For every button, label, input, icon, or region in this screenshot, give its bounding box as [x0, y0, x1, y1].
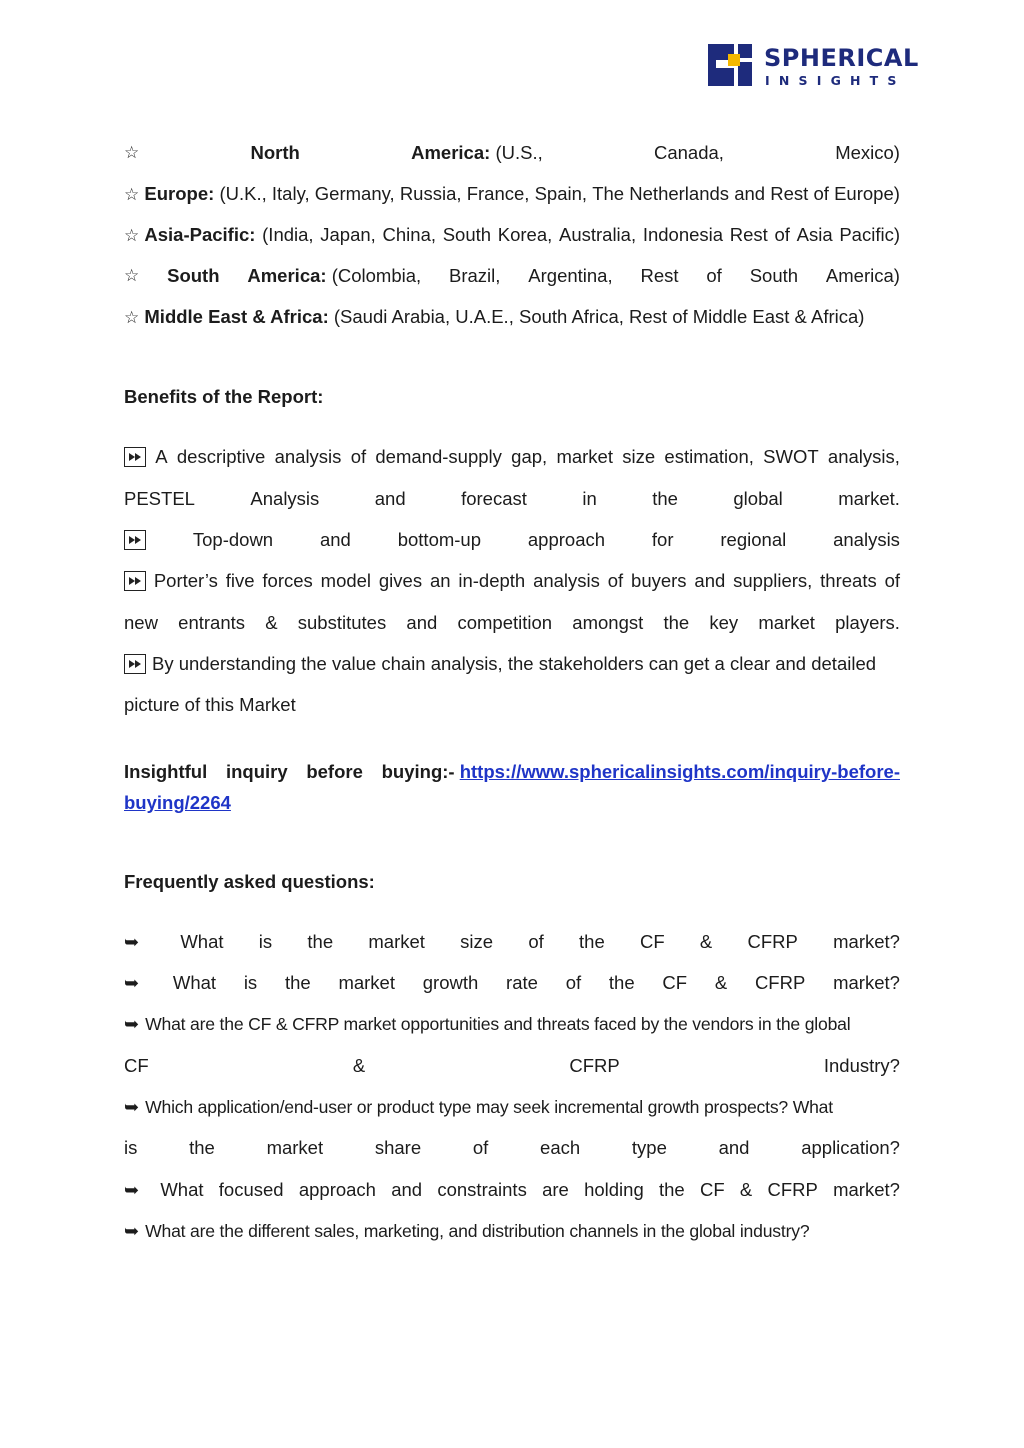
word: of [528, 931, 544, 952]
word: estimation, [664, 446, 754, 467]
word: holding [584, 1179, 644, 1200]
word: approach [527, 529, 606, 550]
star-icon: ☆ [124, 184, 140, 204]
region-list-word: France, [466, 183, 530, 204]
region-list-word: America) [825, 265, 900, 286]
faq-question-3-line-1 [124, 1011, 900, 1037]
region-asia-pacific [124, 222, 900, 248]
region-list-word: Canada, [653, 142, 724, 163]
region-list-word: Russia, [399, 183, 462, 204]
word: threats [820, 570, 877, 591]
word: and [694, 570, 726, 591]
word: What [180, 931, 224, 952]
word: regional [720, 529, 787, 550]
arrow-icon: ➥ [124, 1180, 140, 1200]
fast-forward-icon [124, 654, 146, 674]
fast-forward-icon [124, 571, 146, 591]
region-list-word: (U.K., [219, 183, 267, 204]
word: buyers [631, 570, 687, 591]
region-list-word: Korea, [497, 224, 553, 245]
word: growth [422, 972, 479, 993]
word: an [429, 570, 451, 591]
word: each [540, 1137, 581, 1158]
arrow-icon: ➥ [124, 1014, 140, 1034]
inquiry-label-word: buying:- [381, 761, 455, 782]
word: market? [833, 1179, 900, 1200]
region-list: (Saudi Arabia, U.A.E., South Africa, Rest of Middle East & Africa) [333, 306, 865, 327]
word: share [374, 1137, 422, 1158]
word: market [368, 931, 425, 952]
word: five [225, 570, 255, 591]
star-icon: ☆ [124, 266, 140, 285]
region-list-word: Indonesia [642, 224, 724, 245]
word: amongst [572, 612, 644, 633]
word: players. [835, 612, 900, 633]
benefit-3-line-2 [124, 610, 900, 636]
region-list-word: South [749, 265, 799, 286]
benefit-4-line-2: picture of this Market [124, 694, 296, 715]
word: market. [838, 488, 900, 509]
word: CFRP [747, 931, 798, 952]
word: market [758, 612, 815, 633]
faq-question-4-line-2 [124, 1135, 900, 1161]
word: market [266, 1137, 324, 1158]
word: Industry? [823, 1055, 900, 1076]
region-south-america [124, 263, 900, 289]
region-list-word: South [442, 224, 492, 245]
word: suppliers, [733, 570, 813, 591]
word: the [652, 488, 678, 509]
word: and [406, 612, 438, 633]
region-label-word: North [250, 142, 300, 163]
word: in-depth [458, 570, 526, 591]
word: CFRP [767, 1179, 818, 1200]
region-list-word: China, [382, 224, 436, 245]
word: of [472, 1137, 489, 1158]
word: model [320, 570, 372, 591]
word: and [718, 1137, 750, 1158]
word: and [374, 488, 406, 509]
word: and [319, 529, 351, 550]
word: substitutes [297, 612, 387, 633]
word: the [307, 931, 334, 952]
word: CFRP [569, 1055, 620, 1076]
star-icon: ☆ [124, 143, 140, 162]
word: Porter’s [153, 570, 218, 591]
word: forces [262, 570, 313, 591]
region-list-word: of [774, 224, 790, 245]
word: CF [662, 972, 688, 993]
region-list-word: Argentina, [528, 265, 613, 286]
inquiry-line-2 [124, 790, 900, 816]
faq-question-3-line-2 [124, 1053, 900, 1079]
word: rate [506, 972, 538, 993]
region-list-word: Brazil, [449, 265, 501, 286]
arrow-icon: ➥ [124, 1221, 140, 1241]
region-list-word: Pacific) [839, 224, 900, 245]
word: What [172, 972, 217, 993]
word: bottom-up [397, 529, 482, 550]
word: constraints [437, 1179, 527, 1200]
word: size [460, 931, 494, 952]
region-europe [124, 181, 900, 207]
region-list-word: Japan, [320, 224, 376, 245]
region-label-word: South [167, 265, 220, 286]
logo-brand: SPHERICAL [764, 44, 919, 72]
region-list-word: (Colombia, [331, 265, 422, 286]
word: What [160, 1179, 204, 1200]
word: SWOT [763, 446, 819, 467]
region-list-word: Australia, [558, 224, 637, 245]
word: analysis [833, 529, 900, 550]
word: of [607, 570, 624, 591]
region-label-word: America: [247, 265, 327, 286]
region-list-word: Netherlands [629, 183, 730, 204]
benefit-3-line-1 [124, 568, 900, 594]
faq-question-4-line-1 [124, 1094, 900, 1120]
region-label: Asia-Pacific: [144, 223, 256, 245]
word: analysis [533, 570, 600, 591]
word: competition [457, 612, 553, 633]
fast-forward-icon [124, 530, 146, 550]
star-icon: ☆ [124, 308, 140, 327]
word: A [155, 446, 168, 467]
word: approach [298, 1179, 376, 1200]
region-list-word: The [592, 183, 625, 204]
word: focused [218, 1179, 284, 1200]
company-logo [708, 44, 919, 90]
word: descriptive [176, 446, 266, 467]
faq-question-5 [124, 1177, 900, 1203]
word: key [709, 612, 739, 633]
word: the [659, 1179, 685, 1200]
word: demand-supply [375, 446, 502, 467]
word: & [714, 972, 728, 993]
word: PESTEL [124, 488, 195, 509]
word: of [884, 570, 900, 591]
word: Analysis [250, 488, 320, 509]
region-list-word: of [706, 265, 722, 286]
word: the [608, 972, 635, 993]
faq-text: What are the different sales, marketing, and distribution channels in the global industry? [145, 1221, 810, 1241]
word: analysis, [827, 446, 900, 467]
region-list-word: Mexico) [835, 142, 900, 163]
region-list-word: (India, [262, 224, 314, 245]
word: and [391, 1179, 423, 1200]
region-north-america [124, 140, 900, 166]
word: new [124, 612, 158, 633]
region-label-word: America: [411, 142, 491, 163]
word: market [338, 972, 395, 993]
word: CF [639, 931, 665, 952]
arrow-icon: ➥ [124, 1097, 140, 1117]
word: is [124, 1137, 138, 1158]
inquiry-link-continued[interactable]: buying/2264 [124, 792, 231, 813]
word: & [699, 931, 713, 952]
word: global [733, 488, 783, 509]
region-list-word: and [734, 183, 766, 204]
faq-question-2 [124, 970, 900, 996]
word: of [565, 972, 582, 993]
benefits-heading: Benefits of the Report: [124, 386, 324, 407]
region-list-word: Rest [770, 183, 809, 204]
benefit-2 [124, 527, 900, 553]
region-list-word: Europe) [834, 183, 900, 204]
word: is [243, 972, 258, 993]
word: for [651, 529, 674, 550]
word: & [352, 1055, 366, 1076]
word: application? [801, 1137, 900, 1158]
word: is [258, 931, 273, 952]
faq-heading: Frequently asked questions: [124, 871, 375, 892]
word: CF [124, 1055, 149, 1076]
word: type [631, 1137, 667, 1158]
logo-mark-icon [708, 44, 752, 86]
arrow-icon: ➥ [124, 932, 140, 952]
benefit-1-line-1 [124, 444, 900, 470]
word: the [189, 1137, 215, 1158]
word: in [582, 488, 597, 509]
benefit-text: By understanding the value chain analysis, the stakeholders can get a clear and detailed [152, 653, 877, 674]
faq-question-1 [124, 929, 900, 955]
benefit-1-line-2 [124, 486, 900, 512]
word: the [284, 972, 311, 993]
benefit-4-line-1 [124, 651, 900, 677]
region-middle-east-africa [124, 304, 900, 330]
region-list-word: Italy, [271, 183, 310, 204]
word: Top-down [192, 529, 274, 550]
word: analysis [274, 446, 342, 467]
region-list-word: Asia [796, 224, 833, 245]
arrow-icon: ➥ [124, 973, 140, 993]
region-list-word: Spain, [534, 183, 588, 204]
fast-forward-icon [124, 447, 146, 467]
inquiry-label-word: before [306, 761, 363, 782]
word: of [350, 446, 367, 467]
region-list-word: of [813, 183, 829, 204]
word: are [542, 1179, 569, 1200]
logo-tagline: INSIGHTS [765, 73, 906, 88]
faq-question-6 [124, 1218, 900, 1244]
faq-text: What are the CF & CFRP market opportunities and threats faced by the vendors in the global [145, 1014, 851, 1034]
word: market? [833, 972, 900, 993]
word: & [739, 1179, 753, 1200]
word: CF [699, 1179, 725, 1200]
inquiry-label-word: inquiry [225, 761, 288, 782]
word: the [663, 612, 690, 633]
word: size [622, 446, 656, 467]
region-label: Europe: [144, 182, 215, 204]
region-label: Middle East & Africa: [144, 306, 329, 327]
inquiry-line-1 [124, 759, 900, 785]
word: CFRP [754, 972, 806, 993]
word: gives [378, 570, 423, 591]
word: entrants [178, 612, 246, 633]
inquiry-label-word: Insightful [124, 761, 208, 782]
inquiry-link[interactable]: https://www.sphericalinsights.com/inquiry-before- [459, 761, 900, 782]
word: forecast [461, 488, 527, 509]
star-icon: ☆ [124, 225, 140, 245]
region-list-word: (U.S., [495, 142, 543, 163]
word: gap, [511, 446, 548, 467]
word: the [579, 931, 605, 952]
faq-text: Which application/end-user or product type may seek incremental growth prospects? What [145, 1097, 833, 1117]
word: market [556, 446, 613, 467]
region-list-word: Rest [729, 224, 768, 245]
word: & [265, 612, 278, 633]
region-list-word: Rest [640, 265, 679, 286]
word: market? [833, 931, 900, 952]
region-list-word: Germany, [314, 183, 395, 204]
